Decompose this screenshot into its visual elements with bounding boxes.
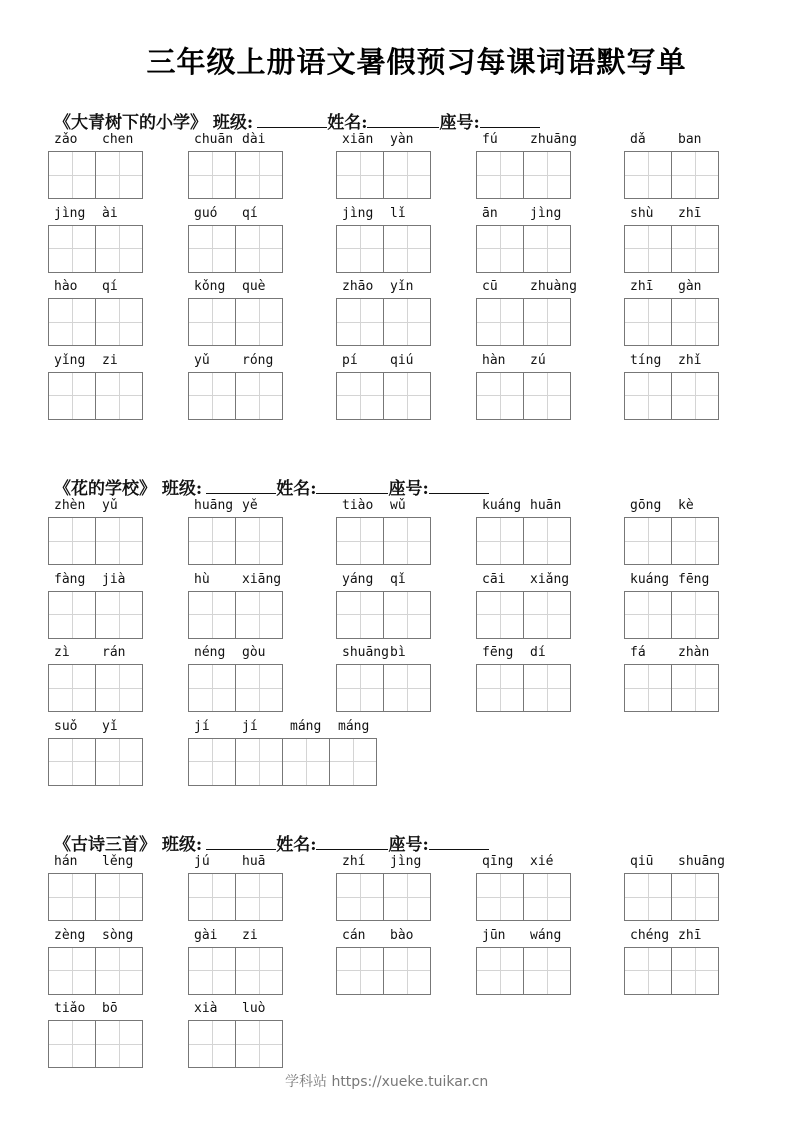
pinyin-label: xiān: [342, 132, 374, 147]
pinyin-label: xià: [194, 1001, 218, 1016]
pinyin-label: huā: [242, 854, 266, 869]
tianzige-cell[interactable]: [336, 947, 384, 995]
tianzige-cell[interactable]: [48, 591, 96, 639]
pinyin-label: zhāo: [342, 279, 374, 294]
tianzige-cell[interactable]: [671, 517, 719, 565]
pinyin-label: fú: [482, 132, 498, 147]
tianzige-cell[interactable]: [671, 873, 719, 921]
tianzige-cell[interactable]: [48, 664, 96, 712]
tianzige-cell[interactable]: [624, 947, 672, 995]
pinyin-label: zhuāng: [530, 132, 577, 147]
writing-grid: [188, 947, 283, 995]
pinyin-label: rán: [102, 645, 126, 660]
tianzige-cell[interactable]: [383, 298, 431, 346]
tianzige-cell[interactable]: [48, 372, 96, 420]
pinyin-label: jìng: [530, 205, 562, 221]
tianzige-cell[interactable]: [188, 664, 236, 712]
tianzige-cell[interactable]: [671, 947, 719, 995]
pinyin-label: zhí: [342, 854, 366, 869]
pinyin-label: shuāng: [342, 645, 389, 660]
page-title: 三年级上册语文暑假预习每课词语默写单: [146, 45, 687, 79]
writing-grid: [476, 664, 571, 712]
class-field[interactable]: [206, 833, 276, 850]
tianzige-cell[interactable]: [188, 151, 236, 199]
tianzige-cell[interactable]: [235, 372, 283, 420]
seat-label: 座号:: [388, 835, 429, 855]
pinyin-label: hàn: [482, 352, 506, 368]
pinyin-label: jú: [194, 854, 210, 869]
section-header: [54, 108, 540, 133]
pinyin-label: huān: [530, 498, 562, 513]
seat-field[interactable]: [480, 111, 540, 128]
pinyin-label: cāi: [482, 571, 506, 587]
tianzige-cell[interactable]: [383, 151, 431, 199]
pinyin-label: jūn: [482, 927, 506, 943]
tianzige-cell[interactable]: [95, 1020, 143, 1068]
pinyin-label: tiǎo: [54, 1001, 86, 1016]
pinyin-label: huāng: [194, 498, 234, 513]
writing-grid: [624, 947, 719, 995]
pinyin-label: gòu: [242, 645, 266, 660]
tianzige-cell[interactable]: [95, 947, 143, 995]
class-field[interactable]: [257, 111, 327, 128]
writing-grid: [336, 664, 431, 712]
tianzige-cell[interactable]: [95, 591, 143, 639]
tianzige-cell[interactable]: [383, 591, 431, 639]
writing-grid: [48, 1020, 143, 1068]
pinyin-label: kè: [678, 498, 694, 513]
writing-grid: [188, 298, 283, 346]
tianzige-cell[interactable]: [671, 225, 719, 273]
pinyin-label: wǔ: [390, 498, 406, 513]
tianzige-cell[interactable]: [235, 225, 283, 273]
pinyin-label: qí: [102, 279, 118, 294]
tianzige-cell[interactable]: [476, 517, 524, 565]
pinyin-label: qiú: [390, 352, 414, 368]
pinyin-label: yàn: [390, 132, 414, 147]
pinyin-label: yǐng: [54, 352, 86, 368]
tianzige-cell[interactable]: [671, 664, 719, 712]
writing-grid: [188, 225, 283, 273]
tianzige-cell[interactable]: [188, 873, 236, 921]
writing-grid: [48, 225, 143, 273]
name-field[interactable]: [367, 111, 439, 128]
name-label: 姓名:: [276, 835, 317, 855]
pinyin-label: zi: [242, 927, 258, 943]
tianzige-cell[interactable]: [383, 947, 431, 995]
pinyin-label: bì: [390, 645, 406, 660]
tianzige-cell[interactable]: [95, 151, 143, 199]
writing-grid: [476, 517, 571, 565]
tianzige-cell[interactable]: [624, 591, 672, 639]
tianzige-cell[interactable]: [523, 664, 571, 712]
tianzige-cell[interactable]: [523, 225, 571, 273]
class-label: 班级:: [161, 479, 203, 499]
pinyin-label: yǔ: [102, 498, 118, 513]
name-field[interactable]: [316, 833, 388, 850]
class-field[interactable]: [206, 477, 276, 494]
tianzige-cell[interactable]: [235, 591, 283, 639]
writing-grid: [336, 947, 431, 995]
pinyin-label: máng: [338, 718, 370, 734]
pinyin-label: zú: [530, 352, 546, 368]
writing-grid: [624, 298, 719, 346]
writing-grid: [48, 151, 143, 199]
pinyin-label: yǐn: [390, 279, 414, 294]
pinyin-label: kuáng: [482, 498, 522, 513]
pinyin-label: guó: [194, 205, 218, 221]
pinyin-label: qí: [242, 205, 258, 221]
tianzige-cell[interactable]: [476, 873, 524, 921]
writing-grid: [476, 591, 571, 639]
tianzige-cell[interactable]: [48, 1020, 96, 1068]
tianzige-cell[interactable]: [48, 947, 96, 995]
pinyin-label: yě: [242, 498, 258, 513]
writing-grid: [624, 873, 719, 921]
tianzige-cell[interactable]: [95, 873, 143, 921]
name-field[interactable]: [316, 477, 388, 494]
pinyin-label: chéng: [630, 927, 670, 943]
tianzige-cell[interactable]: [383, 664, 431, 712]
writing-grid: [48, 591, 143, 639]
tianzige-cell[interactable]: [235, 298, 283, 346]
pinyin-label: gàn: [678, 279, 702, 294]
pinyin-label: zhàn: [678, 645, 710, 660]
tianzige-cell[interactable]: [48, 298, 96, 346]
pinyin-label: xié: [530, 854, 554, 869]
pinyin-label: tíng: [630, 352, 662, 368]
writing-grid: [188, 664, 283, 712]
tianzige-cell[interactable]: [523, 517, 571, 565]
tianzige-cell[interactable]: [95, 372, 143, 420]
tianzige-cell[interactable]: [48, 873, 96, 921]
writing-grid: [336, 591, 431, 639]
tianzige-cell[interactable]: [188, 517, 236, 565]
tianzige-cell[interactable]: [383, 873, 431, 921]
pinyin-label: zèng: [54, 927, 86, 943]
tianzige-cell[interactable]: [383, 225, 431, 273]
pinyin-label: hào: [54, 279, 78, 294]
tianzige-cell[interactable]: [235, 873, 283, 921]
pinyin-label: róng: [242, 352, 274, 368]
watermark-footer: 学科站 https://xueke.tuikar.cn: [285, 1074, 489, 1090]
tianzige-cell[interactable]: [476, 225, 524, 273]
tianzige-cell[interactable]: [48, 517, 96, 565]
lesson-title: 《大青树下的小学》: [54, 113, 207, 133]
tianzige-cell[interactable]: [235, 664, 283, 712]
pinyin-label: xiǎng: [530, 571, 570, 587]
pinyin-label: chuān: [194, 132, 234, 147]
tianzige-cell[interactable]: [523, 873, 571, 921]
writing-grid: [476, 947, 571, 995]
writing-grid: [336, 151, 431, 199]
pinyin-label: pí: [342, 352, 358, 368]
tianzige-cell[interactable]: [671, 372, 719, 420]
pinyin-label: fēng: [678, 571, 710, 587]
tianzige-cell[interactable]: [336, 298, 384, 346]
pinyin-label: néng: [194, 645, 226, 660]
tianzige-cell[interactable]: [523, 151, 571, 199]
tianzige-cell[interactable]: [95, 298, 143, 346]
lesson-title: 《古诗三首》: [54, 835, 156, 855]
tianzige-cell[interactable]: [476, 947, 524, 995]
tianzige-cell[interactable]: [95, 225, 143, 273]
pinyin-label: cū: [482, 279, 498, 294]
pinyin-label: qiū: [630, 854, 654, 869]
pinyin-label: gài: [194, 927, 218, 943]
tianzige-cell[interactable]: [329, 738, 377, 786]
section-header: [54, 474, 489, 499]
pinyin-label: suǒ: [54, 718, 78, 734]
pinyin-label: dí: [530, 645, 546, 660]
tianzige-cell[interactable]: [336, 517, 384, 565]
writing-grid: [48, 738, 143, 786]
pinyin-label: cán: [342, 927, 366, 943]
pinyin-label: chen: [102, 132, 134, 147]
writing-grid: [624, 664, 719, 712]
writing-grid: [48, 947, 143, 995]
pinyin-label: shù: [630, 205, 654, 221]
pinyin-label: jí: [242, 718, 258, 734]
tianzige-cell[interactable]: [476, 664, 524, 712]
pinyin-label: fēng: [482, 645, 514, 660]
writing-grid: [476, 225, 571, 273]
tianzige-cell[interactable]: [48, 225, 96, 273]
tianzige-cell[interactable]: [235, 738, 283, 786]
pinyin-label: qīng: [482, 854, 514, 869]
pinyin-label: kǒng: [194, 279, 226, 294]
tianzige-cell[interactable]: [188, 1020, 236, 1068]
tianzige-cell[interactable]: [282, 738, 330, 786]
tianzige-cell[interactable]: [336, 664, 384, 712]
tianzige-cell[interactable]: [235, 151, 283, 199]
writing-grid: [624, 591, 719, 639]
writing-grid: [476, 372, 571, 420]
writing-grid: [48, 298, 143, 346]
pinyin-label: zhī: [630, 279, 654, 294]
tianzige-cell[interactable]: [336, 225, 384, 273]
pinyin-label: fàng: [54, 571, 86, 587]
pinyin-label: zhǐ: [678, 352, 702, 368]
pinyin-label: jìng: [342, 205, 374, 221]
writing-grid: [624, 517, 719, 565]
writing-grid: [188, 738, 377, 786]
writing-grid: [624, 225, 719, 273]
pinyin-label: ban: [678, 132, 702, 147]
writing-grid: [48, 517, 143, 565]
writing-grid: [624, 372, 719, 420]
tianzige-cell[interactable]: [476, 372, 524, 420]
tianzige-cell[interactable]: [624, 372, 672, 420]
pinyin-label: yǔ: [194, 352, 210, 368]
writing-grid: [188, 517, 283, 565]
tianzige-cell[interactable]: [671, 298, 719, 346]
writing-grid: [476, 298, 571, 346]
tianzige-cell[interactable]: [336, 591, 384, 639]
tianzige-cell[interactable]: [188, 738, 236, 786]
tianzige-cell[interactable]: [523, 298, 571, 346]
tianzige-cell[interactable]: [188, 591, 236, 639]
pinyin-label: wáng: [530, 927, 562, 943]
seat-field[interactable]: [429, 833, 489, 850]
section-header: [54, 830, 489, 855]
pinyin-label: dǎ: [630, 132, 646, 147]
writing-grid: [48, 372, 143, 420]
pinyin-label: zhèn: [54, 498, 86, 513]
writing-grid: [188, 372, 283, 420]
pinyin-label: zǎo: [54, 132, 78, 147]
tianzige-cell[interactable]: [336, 372, 384, 420]
class-label: 班级:: [161, 835, 203, 855]
pinyin-label: hán: [54, 854, 78, 869]
pinyin-label: jìng: [390, 854, 422, 869]
tianzige-cell[interactable]: [235, 517, 283, 565]
pinyin-label: yǐ: [102, 718, 118, 734]
pinyin-label: kuáng: [630, 571, 670, 587]
tianzige-cell[interactable]: [523, 591, 571, 639]
pinyin-label: shuāng: [678, 854, 725, 869]
writing-grid: [48, 873, 143, 921]
writing-grid: [188, 873, 283, 921]
tianzige-cell[interactable]: [336, 873, 384, 921]
tianzige-cell[interactable]: [476, 151, 524, 199]
pinyin-label: ài: [102, 205, 118, 221]
tianzige-cell[interactable]: [188, 947, 236, 995]
pinyin-label: qǐ: [390, 571, 406, 587]
tianzige-cell[interactable]: [188, 372, 236, 420]
seat-label: 座号:: [388, 479, 429, 499]
pinyin-label: jí: [194, 718, 210, 734]
tianzige-cell[interactable]: [95, 664, 143, 712]
pinyin-label: bào: [390, 927, 414, 943]
tianzige-cell[interactable]: [476, 298, 524, 346]
pinyin-label: bō: [102, 1001, 118, 1016]
lesson-title: 《花的学校》: [54, 479, 156, 499]
tianzige-cell[interactable]: [624, 151, 672, 199]
tianzige-cell[interactable]: [188, 225, 236, 273]
name-label: 姓名:: [276, 479, 317, 499]
name-label: 姓名:: [327, 113, 368, 133]
pinyin-label: ān: [482, 205, 498, 221]
pinyin-label: luò: [242, 1001, 266, 1016]
writing-grid: [188, 591, 283, 639]
tianzige-cell[interactable]: [188, 298, 236, 346]
pinyin-label: gōng: [630, 498, 662, 513]
writing-grid: [624, 151, 719, 199]
pinyin-label: zhī: [678, 927, 702, 943]
pinyin-label: dài: [242, 132, 266, 147]
pinyin-label: máng: [290, 718, 322, 734]
pinyin-label: hù: [194, 571, 210, 587]
writing-grid: [476, 873, 571, 921]
tianzige-cell[interactable]: [48, 738, 96, 786]
pinyin-label: zì: [54, 645, 70, 660]
pinyin-label: yáng: [342, 571, 374, 587]
pinyin-label: fá: [630, 645, 646, 660]
tianzige-cell[interactable]: [523, 372, 571, 420]
pinyin-label: lǐ: [390, 205, 406, 221]
writing-grid: [188, 151, 283, 199]
tianzige-cell[interactable]: [624, 664, 672, 712]
pinyin-label: tiào: [342, 498, 374, 513]
pinyin-label: què: [242, 279, 266, 294]
tianzige-cell[interactable]: [624, 873, 672, 921]
tianzige-cell[interactable]: [383, 372, 431, 420]
tianzige-cell[interactable]: [624, 298, 672, 346]
pinyin-label: xiāng: [242, 571, 282, 587]
tianzige-cell[interactable]: [671, 151, 719, 199]
tianzige-cell[interactable]: [235, 1020, 283, 1068]
tianzige-cell[interactable]: [95, 738, 143, 786]
writing-grid: [48, 664, 143, 712]
pinyin-label: zhī: [678, 205, 702, 221]
pinyin-label: sòng: [102, 927, 134, 943]
pinyin-label: lěng: [102, 854, 134, 869]
writing-grid: [336, 517, 431, 565]
tianzige-cell[interactable]: [671, 591, 719, 639]
tianzige-cell[interactable]: [95, 517, 143, 565]
writing-grid: [336, 225, 431, 273]
writing-grid: [188, 1020, 283, 1068]
tianzige-cell[interactable]: [48, 151, 96, 199]
writing-grid: [336, 372, 431, 420]
pinyin-label: zhuàng: [530, 279, 577, 294]
seat-field[interactable]: [429, 477, 489, 494]
writing-grid: [336, 298, 431, 346]
pinyin-label: jià: [102, 571, 126, 587]
writing-grid: [336, 873, 431, 921]
tianzige-cell[interactable]: [624, 517, 672, 565]
tianzige-cell[interactable]: [476, 591, 524, 639]
pinyin-label: jìng: [54, 205, 86, 221]
tianzige-cell[interactable]: [523, 947, 571, 995]
pinyin-label: zi: [102, 352, 118, 368]
tianzige-cell[interactable]: [624, 225, 672, 273]
writing-grid: [476, 151, 571, 199]
seat-label: 座号:: [439, 113, 480, 133]
tianzige-cell[interactable]: [235, 947, 283, 995]
class-label: 班级:: [212, 113, 254, 133]
tianzige-cell[interactable]: [383, 517, 431, 565]
tianzige-cell[interactable]: [336, 151, 384, 199]
